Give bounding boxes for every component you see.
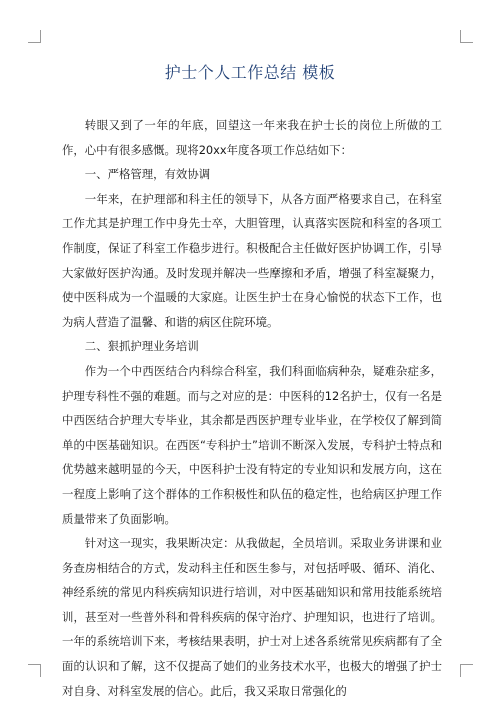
paragraph-management: 一年来，在护理部和科主任的领导下，从各方面严格要求自己，在科室工作尤其是护理工作中身先士卒，大胆管理，认真落实医院和科室的各项工作制度，保证了科室工作稳步进行。积极配合主任做好医护协调工作，引导大家做好医护沟通。及时发现并解决一些摩擦和矛盾，增强了科室凝聚力，使中医科成为一个温暖的大家庭。让医生护士在身心愉悦的状态下工作，也为病人营造了温馨、和谐的病区住院环境。 <box>62 191 442 329</box>
crop-mark-bottom-right <box>460 664 473 677</box>
crop-mark-bottom-left <box>28 664 41 677</box>
section-heading-2: 二、狠抓护理业务培训 <box>84 339 199 354</box>
document-title: 护士个人工作总结 模板 <box>164 63 336 82</box>
document-body <box>62 113 442 703</box>
paragraph-training-actions: 针对这一现实，我果断决定：从我做起，全员培训。采取业务讲课和业务查房相结合的方式，发动科主任和医生参与，对包括呼吸、循环、消化、神经系统的常见内科疾病知识进行培训，对中医基础知识和常用技能系统培训，甚至对一些普外科和骨科疾病的保守治疗、护理知识，也进行了培训。一年的系统培训下来，考核结果表明，护士对上述各系统常见疾病都有了全面的认识和了解，这不仅提高了她们的业务技术水平，也极大的增强了护士对自身、对科室发展的信心。此后，我又采取日常强化的 <box>62 536 442 698</box>
crop-mark-top-right <box>460 30 473 43</box>
paragraph-training-background: 作为一个中西医结合内科综合科室，我们科面临病种杂，疑难杂症多，护理专科性不强的难题。而与之对应的是：中医科的12名护士，仅有一名是中西医结合护理大专毕业，其余都是西医护理专业毕业，在学校仅了解到简单的中医基础知识。在西医“专科护士”培训不断深入发展，专科护士特点和优势越来越明显的今天，中医科护士没有特定的专业知识和发展方向，这在一程度上影响了这个群体的工作积极性和队伍的稳定性，也给病区护理工作质量带来了负面影响。 <box>62 363 442 526</box>
section-heading-1: 一、严格管理，有效协调 <box>84 167 211 182</box>
crop-mark-top-left <box>28 30 41 43</box>
paragraph-intro: 转眼又到了一年的年底，回望这一年来我在护士长的岗位上所做的工作，心中有很多感慨。现将20xx年度各项工作总结如下： <box>62 118 442 157</box>
